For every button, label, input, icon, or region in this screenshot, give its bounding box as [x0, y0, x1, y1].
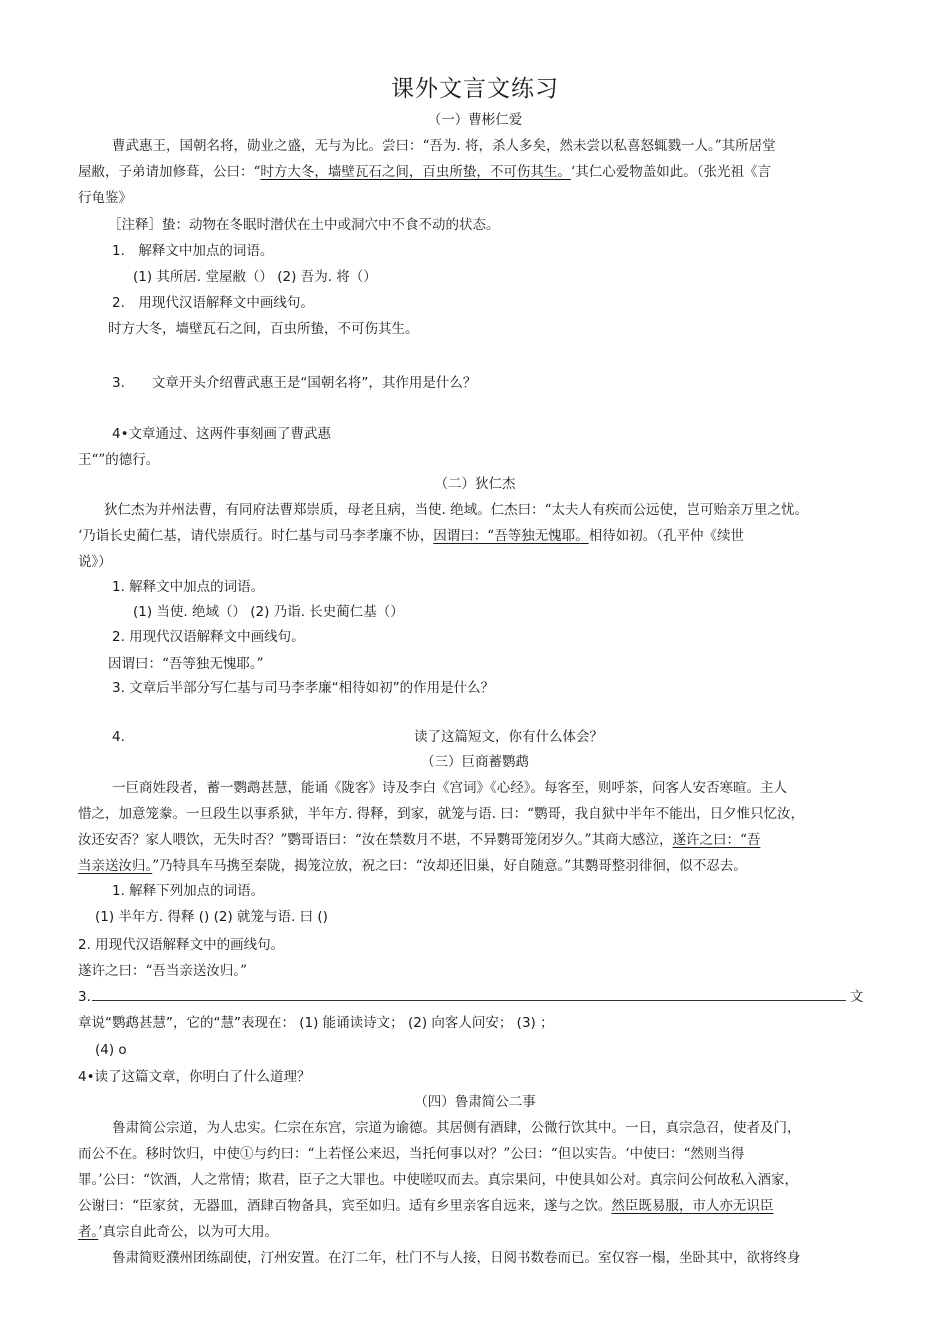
- s4-paragraph-line: 而公不在。移时饮归，中使①与约曰：“上若怪公来迟，当托何事以对？”公曰：“但以实告。‘中使曰：“然则当得: [78, 1146, 745, 1162]
- text: 屋敝，子弟请加修葺，公曰：“: [78, 164, 261, 180]
- s3-question-1-items: (1) 半年方. 得释 () (2) 就笼与语. 曰 (): [95, 909, 328, 925]
- s1-note: ［注释］蛰：动物在冬眠时潜伏在土中或洞穴中不食不动的状态。: [108, 217, 500, 233]
- s4-paragraph-line: 罪。’公曰：“饮酒，人之常情；欺君，臣子之大罪也。中使嗟叹而去。真宗果问，中使具如公对。真宗问公何故私入酒家，: [78, 1172, 798, 1188]
- s4-paragraph-line: [78, 1223, 278, 1241]
- s3-paragraph-line: 一巨商姓段者，蓄一鹦鹉甚慧，能诵《陇客》诗及李白《宫词》《心经》。每客至，则呼茶，问客人安否寒暄。主人: [112, 780, 787, 796]
- answer-blank-line: [92, 988, 846, 1001]
- text: ‘其仁心爱物盖如此。（张光祖《言: [570, 164, 771, 180]
- section-3-heading: （三）巨商蓄鹦鹉: [421, 754, 529, 770]
- s3-question-2: 2. 用现代汉语解释文中的画线句。: [78, 937, 285, 953]
- s3-paragraph-line: [78, 857, 747, 875]
- s2-paragraph-line: 说》）: [78, 554, 112, 570]
- text: 相待如初。（孔平仲《续世: [588, 528, 744, 544]
- s1-paragraph-line: [78, 163, 771, 181]
- s1-question-1: 1. 解释文中加点的词语。: [112, 243, 274, 259]
- underlined-sentence: 遂许之曰：“吾: [672, 832, 761, 848]
- s3-question-3-end: 文: [850, 989, 864, 1005]
- s2-question-3: 3. 文章后半部分写仁基与司马李孝廉“相待如初”的作用是什么？: [112, 680, 495, 696]
- s2-paragraph-line: 狄仁杰为并州法曹，有同府法曹郑崇质，母老且病，当使. 绝域。仁杰曰：“太夫人有疾而公远使，岂可贻亲万里之忧。: [104, 502, 808, 518]
- page-title: 课外文言文练习: [391, 76, 559, 102]
- s1-paragraph-line: 行龟鉴》: [78, 190, 132, 206]
- text: ”乃特具车马携至秦陇，揭笼泣放，祝之曰：“汝却还旧巢，好自随意。”其鹦哥整羽徘徊，似不忍去。: [152, 858, 747, 874]
- section-4-heading: （四）鲁肃简公二事: [414, 1094, 536, 1110]
- s1-question-4: 4•文章通过、这两件事刻画了曹武惠: [112, 426, 332, 442]
- s4-paragraph-line: 鲁肃简贬濮州团练副使，汀州安置。在汀二年，杜门不与人接，日阅书数卷而已。室仅容一榻，坐卧其中，欲将终身: [112, 1250, 801, 1266]
- s4-paragraph-line: [78, 1197, 773, 1215]
- section-2-heading: （二）狄仁杰: [434, 476, 516, 492]
- s2-question-4: 读了这篇短文，你有什么体会？: [414, 729, 603, 745]
- s4-paragraph-line: 鲁肃简公宗道，为人忠实。仁宗在东宫，宗道为谕德。其居侧有酒肆，公微行饮其中。一日，真宗急召，使者及门，: [112, 1120, 801, 1136]
- s3-question-3: 章说“鹦鹉甚慧”，它的“慧”表现在： (1) 能诵读诗文； (2) 向客人问安； (3) ；: [78, 1015, 554, 1031]
- s2-question-4-number: 4.: [112, 729, 125, 745]
- s3-paragraph-line: [78, 831, 760, 849]
- s2-question-1-items: (1) 当使. 绝域（） (2) 乃诣. 长史蔺仁基（）: [133, 604, 404, 620]
- text: ‘乃诣长史蔺仁基，请代崇质行。时仁基与司马李孝廉不协，: [78, 528, 434, 544]
- text: ’真宗自此奇公，以为可大用。: [98, 1224, 279, 1240]
- s1-question-1-items: (1) 其所居. 堂屋敝（） (2) 吾为. 将（）: [133, 269, 377, 285]
- s1-paragraph-line: 曹武惠王，国朝名将，勋业之盛，无与为比。尝曰：“吾为. 将，杀人多矣，然未尝以私喜怒辄戮一人。”其所居堂: [112, 138, 776, 154]
- s2-question-2: 2. 用现代汉语解释文中画线句。: [112, 629, 305, 645]
- s3-question-3-number: 3.: [78, 989, 91, 1005]
- underlined-sentence: 然臣既易服，市人亦无识臣: [611, 1198, 774, 1214]
- s1-question-2: 2. 用现代汉语解释文中画线句。: [112, 295, 314, 311]
- s1-question-3: 3. 文章开头介绍曹武惠王是“国朝名将”，其作用是什么？: [112, 375, 477, 391]
- s3-paragraph-line: 惜之，加意笼豢。一旦段生以事系狱，半年方. 得释，到家，就笼与语. 曰：“鹦哥，我自狱中半年不能出，日夕惟只忆汝，: [78, 806, 805, 822]
- s1-question-4-cont: 王“”的德行。: [78, 452, 160, 468]
- s3-question-3-cont: (4) o: [95, 1042, 127, 1058]
- s2-question-2-sentence: 因谓曰：“吾等独无愧耶。”: [108, 656, 264, 672]
- section-1-heading: （一）曹彬仁爱: [427, 112, 523, 128]
- s1-question-2-sentence: 时方大冬，墙壁瓦石之间，百虫所蛰，不可伤其生。: [108, 321, 419, 337]
- underlined-sentence: 者。: [78, 1224, 99, 1240]
- s3-question-2-sentence: 遂许之曰：“吾当亲送汝归。”: [78, 963, 248, 979]
- underlined-sentence: 时方大冬，墙壁瓦石之间，百虫所蛰，不可伤其生。: [260, 164, 571, 180]
- s3-question-4: 4•读了这篇文章，你明白了什么道理？: [78, 1069, 311, 1085]
- underlined-sentence: 当亲送汝归。: [78, 858, 153, 874]
- text: 汝还安否？家人喂饮，无失时否？”鹦哥语曰：“汝在禁数月不堪，不异鹦哥笼闭岁久。”其商大感泣，: [78, 832, 673, 848]
- s3-question-1: 1. 解释下列加点的词语。: [112, 883, 265, 899]
- s2-question-1: 1. 解释文中加点的词语。: [112, 579, 265, 595]
- text: 公谢曰：“臣家贫，无器皿，酒肆百物备具，宾至如归。适有乡里亲客自远来，遂与之饮。: [78, 1198, 612, 1214]
- s2-paragraph-line: [78, 527, 744, 545]
- underlined-sentence: 因谓曰：“吾等独无愧耶。: [433, 528, 589, 544]
